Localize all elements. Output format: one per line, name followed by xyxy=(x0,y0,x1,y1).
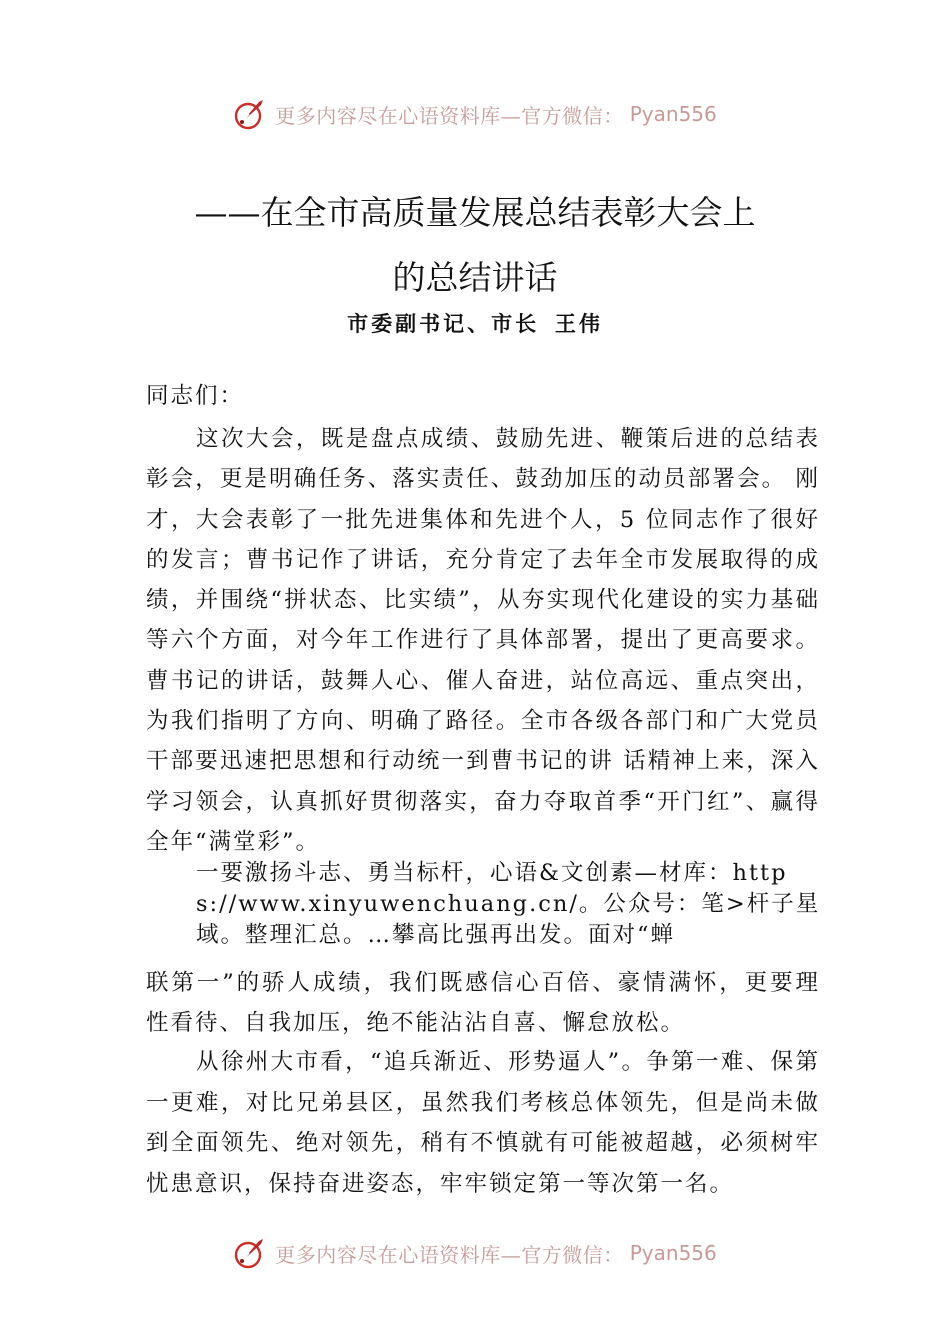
quill-pen-logo-icon xyxy=(233,96,269,132)
paragraph-3: 联第一”的骄人成绩，我们既感信心百倍、豪情满怀，更要理性看待、自我加压，绝不能沾沾自喜、懈怠放松。 xyxy=(146,970,820,1036)
quill-pen-logo-icon xyxy=(233,1235,269,1271)
document-title-line1: ——在全市高质量发展总结表彰大会上 xyxy=(194,193,756,232)
header-watermark-brand: Pyan556 xyxy=(629,102,717,126)
document-author: 市委副书记、市长 王伟 xyxy=(347,312,603,336)
document-title-line2: 的总结讲话 xyxy=(392,258,558,297)
salutation: 同志们： xyxy=(146,383,245,409)
paragraph-1: 这次大会，既是盘点成绩、鼓励先进、鞭策后进的总结表彰会，更是明确任务、落实责任、鼓劲加压的动员部署会。 刚才，大会表彰了一批先进集体和先进个人，5 位同志作了很好的发言；曹书记作了讲话，充分肯定了去年全市发展取得的成绩，并围绕“拼状态、比实绩”，从夯实现代化建设的实力基础等六个方面，对今年工作进行了具体部署，提出了更高要求。曹书记的讲话，鼓舞人心、催人奋进，站位高远、重点突出，为我们指明了方向、明确了路径。全市各级各部门和广大党员干部要迅速把思想和行动统一到曹书记的讲 话精神上来，深入学习领会，认真抓好贯彻落实，奋力夺取首季“开门红”、赢得全年“满堂彩”。 xyxy=(146,426,820,855)
header-watermark-text: 更多内容尽在心语资料库—官方微信： xyxy=(275,103,624,128)
header-watermark xyxy=(0,94,950,134)
paragraph-2: 一要激扬斗志、勇当标杆，心语&文创素—材库：https://www.xinyuwenchuang.cn/。公众号：笔>杆子星域。整理汇总。…攀高比强再出发。面对“蝉 xyxy=(196,860,821,948)
footer-watermark-text: 更多内容尽在心语资料库—官方微信： xyxy=(275,1242,624,1267)
footer-watermark-brand: Pyan556 xyxy=(629,1241,717,1265)
paragraph-4: 从徐州大市看，“追兵渐近、形势逼人”。争第一难、保第一更难，对比兄弟县区，虽然我们考核总体领先，但是尚未做到全面领先、绝对领先，稍有不慎就有可能被超越，必须树牢忧患意识，保持奋进姿态，牢牢锁定第一等次第一名。 xyxy=(146,1049,820,1197)
footer-watermark xyxy=(0,1233,950,1273)
